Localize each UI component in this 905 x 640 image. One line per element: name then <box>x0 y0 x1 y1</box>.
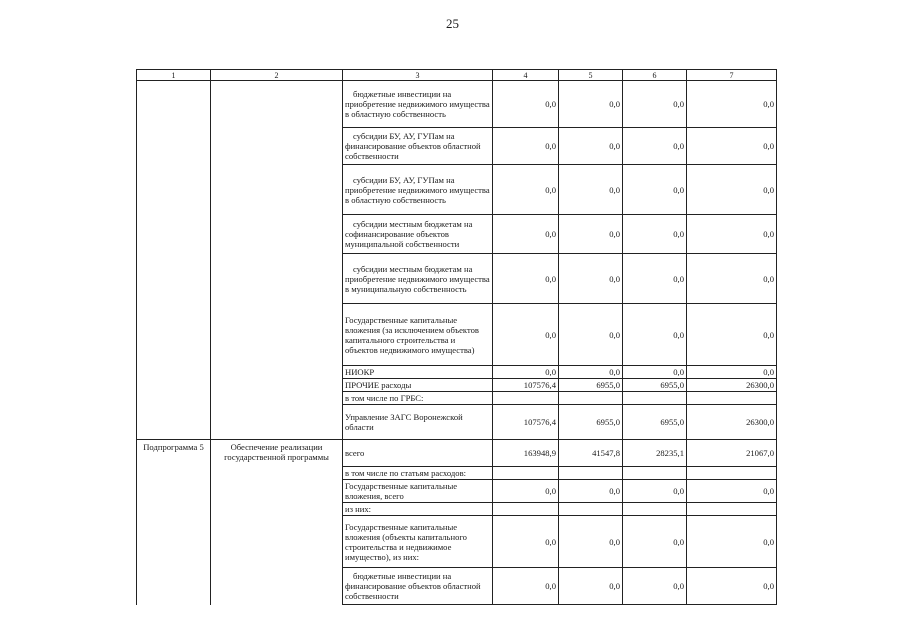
value-cell: 0,0 <box>623 254 687 304</box>
value-cell <box>623 392 687 405</box>
table-row <box>137 440 777 467</box>
value-cell: 0,0 <box>493 254 559 304</box>
row-label: из них: <box>343 503 493 516</box>
value-cell <box>493 392 559 405</box>
value-cell: 0,0 <box>493 304 559 366</box>
column-header: 3 <box>343 70 493 81</box>
value-cell: 0,0 <box>559 81 623 128</box>
value-cell <box>493 467 559 480</box>
value-cell: 41547,8 <box>559 440 623 467</box>
column-header: 7 <box>687 70 777 81</box>
column-header: 5 <box>559 70 623 81</box>
value-cell: 21067,0 <box>687 440 777 467</box>
subprogram-name: Подпрограмма 5 <box>137 440 211 605</box>
value-cell <box>623 503 687 516</box>
value-cell: 0,0 <box>559 568 623 605</box>
value-cell: 0,0 <box>623 215 687 254</box>
value-cell: 0,0 <box>687 254 777 304</box>
row-label: субсидии БУ, АУ, ГУПам на финансирование объектов областной собственности <box>343 128 493 165</box>
row-label: субсидии местным бюджетам на приобретение недвижимого имущества в муниципальную собственность <box>343 254 493 304</box>
row-label: Государственные капитальные вложения, всего <box>343 480 493 503</box>
value-cell: 0,0 <box>493 568 559 605</box>
page-number: 25 <box>446 16 459 31</box>
value-cell: 0,0 <box>623 81 687 128</box>
budget-table <box>136 69 777 605</box>
value-cell: 0,0 <box>687 304 777 366</box>
value-cell: 0,0 <box>623 366 687 379</box>
value-cell <box>493 503 559 516</box>
value-cell: 0,0 <box>687 81 777 128</box>
row-label: субсидии БУ, АУ, ГУПам на приобретение недвижимого имущества в областную собственность <box>343 165 493 215</box>
row-label: субсидии местным бюджетам на софинансирование объектов муниципальной собственности <box>343 215 493 254</box>
value-cell: 26300,0 <box>687 379 777 392</box>
value-cell: 0,0 <box>623 568 687 605</box>
value-cell: 0,0 <box>559 516 623 568</box>
value-cell <box>687 392 777 405</box>
value-cell <box>559 392 623 405</box>
value-cell: 6955,0 <box>559 405 623 440</box>
value-cell: 0,0 <box>559 215 623 254</box>
value-cell <box>687 467 777 480</box>
column-header: 4 <box>493 70 559 81</box>
program-title-cell <box>211 81 343 440</box>
value-cell: 0,0 <box>493 165 559 215</box>
row-label: ПРОЧИЕ расходы <box>343 379 493 392</box>
value-cell: 0,0 <box>559 366 623 379</box>
value-cell: 28235,1 <box>623 440 687 467</box>
value-cell: 0,0 <box>493 480 559 503</box>
row-label: всего <box>343 440 493 467</box>
value-cell: 0,0 <box>559 165 623 215</box>
subprogram-title: Обеспечение реализации государственной программы <box>211 440 343 605</box>
column-header-row <box>137 70 777 81</box>
column-header: 1 <box>137 70 211 81</box>
value-cell: 0,0 <box>493 366 559 379</box>
value-cell: 0,0 <box>559 128 623 165</box>
value-cell: 0,0 <box>687 366 777 379</box>
value-cell: 107576,4 <box>493 379 559 392</box>
value-cell <box>559 467 623 480</box>
row-label: Управление ЗАГС Воронежской области <box>343 405 493 440</box>
value-cell: 0,0 <box>493 215 559 254</box>
value-cell: 0,0 <box>687 165 777 215</box>
value-cell: 163948,9 <box>493 440 559 467</box>
table-row <box>137 81 777 128</box>
value-cell <box>559 503 623 516</box>
row-label: Государственные капитальные вложения (за исключением объектов капитального строительства и объектов недвижимого имущества) <box>343 304 493 366</box>
value-cell: 6955,0 <box>623 379 687 392</box>
value-cell: 0,0 <box>623 128 687 165</box>
row-label: НИОКР <box>343 366 493 379</box>
value-cell: 0,0 <box>559 304 623 366</box>
value-cell: 0,0 <box>493 516 559 568</box>
value-cell: 0,0 <box>623 304 687 366</box>
row-label: в том числе по ГРБС: <box>343 392 493 405</box>
value-cell: 0,0 <box>559 480 623 503</box>
value-cell: 0,0 <box>623 516 687 568</box>
row-label: в том числе по статьям расходов: <box>343 467 493 480</box>
value-cell: 0,0 <box>493 81 559 128</box>
row-label: бюджетные инвестиции на приобретение недвижимого имущества в областную собственность <box>343 81 493 128</box>
value-cell: 0,0 <box>687 568 777 605</box>
row-label: Государственные капитальные вложения (объекты капитального строительства и недвижимое имущество), из них: <box>343 516 493 568</box>
value-cell: 0,0 <box>687 215 777 254</box>
column-header: 6 <box>623 70 687 81</box>
program-cell <box>137 81 211 440</box>
value-cell: 6955,0 <box>559 379 623 392</box>
value-cell: 6955,0 <box>623 405 687 440</box>
value-cell: 0,0 <box>687 516 777 568</box>
value-cell <box>687 503 777 516</box>
row-label: бюджетные инвестиции на финансирование объектов областной собственности <box>343 568 493 605</box>
value-cell: 0,0 <box>687 128 777 165</box>
value-cell: 0,0 <box>493 128 559 165</box>
value-cell: 0,0 <box>687 480 777 503</box>
value-cell: 0,0 <box>623 480 687 503</box>
value-cell: 107576,4 <box>493 405 559 440</box>
value-cell: 0,0 <box>559 254 623 304</box>
value-cell: 26300,0 <box>687 405 777 440</box>
value-cell <box>623 467 687 480</box>
value-cell: 0,0 <box>623 165 687 215</box>
column-header: 2 <box>211 70 343 81</box>
